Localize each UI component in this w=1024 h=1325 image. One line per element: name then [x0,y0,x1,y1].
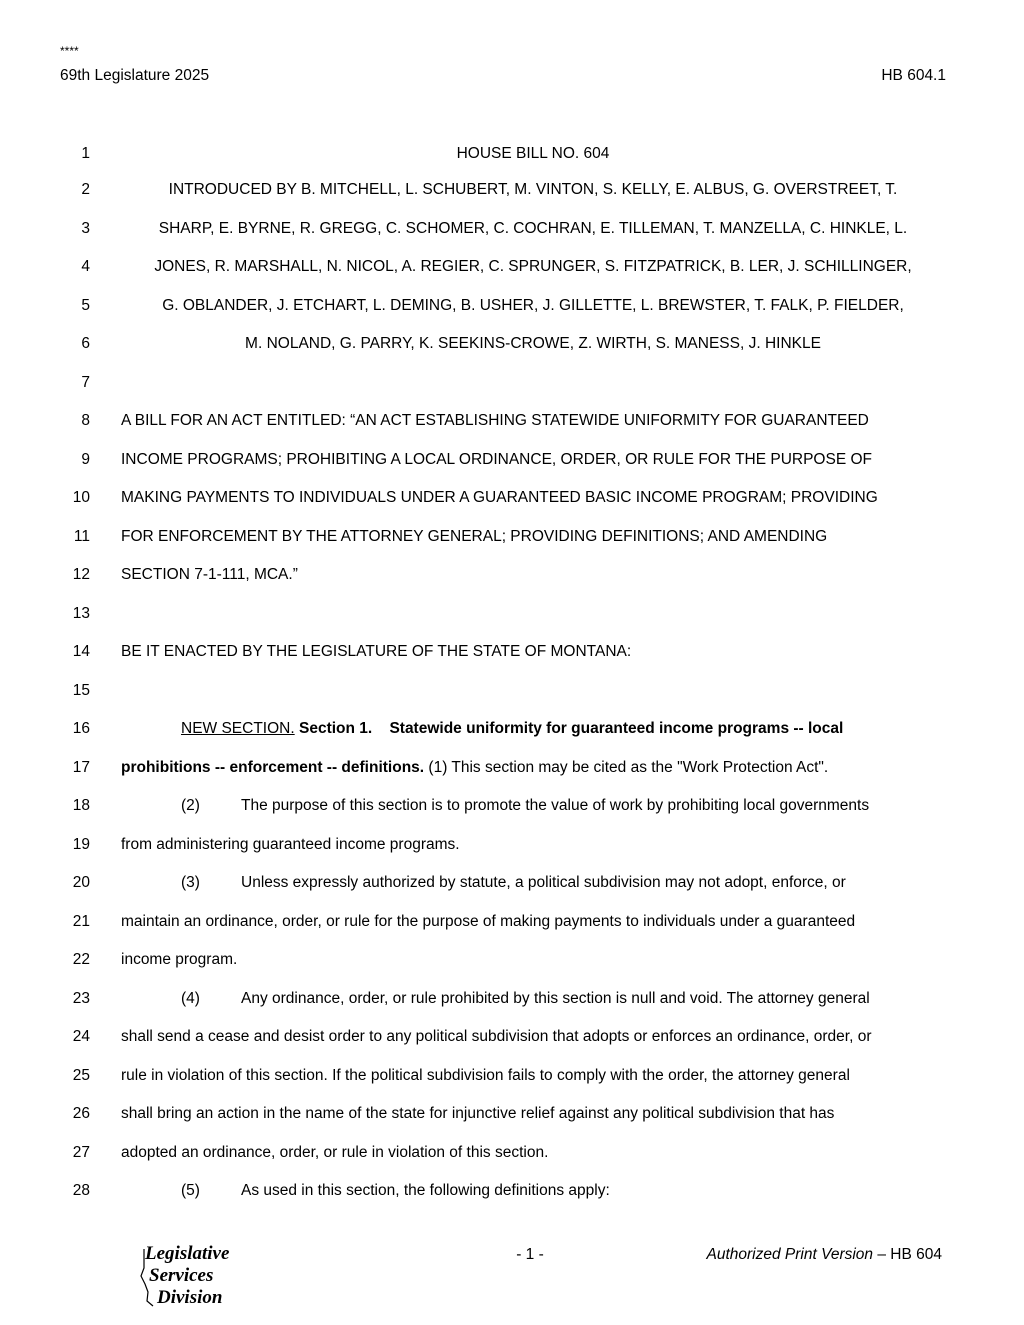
print-version [706,1245,942,1265]
title-text: A BILL FOR AN ACT ENTITLED: “AN ACT ESTABLISHING STATEWIDE UNIFORMITY FOR GUARANTEED [121,412,869,429]
section-heading [181,710,843,748]
line-15 [0,672,1024,710]
body-text: maintain an ordinance, order, or rule for the purpose of making payments to individuals under a guaranteed [121,913,856,930]
subsection [181,1172,610,1210]
line-number: 27 [72,1144,90,1161]
line-number: 6 [81,335,90,352]
section-title-cont: prohibitions -- enforcement -- definitions. [121,759,425,776]
body-text: shall send a cease and desist order to any political subdivision that adopts or enforces an ordinance, order, or [121,1028,872,1045]
line-number: 23 [72,990,90,1007]
line-26 [0,1095,1024,1133]
line-24 [0,1018,1024,1056]
body-text: rule in violation of this section. If the political subdivision fails to comply with the order, the attorney general [121,1067,850,1084]
line-13 [0,595,1024,633]
line-number: 4 [81,258,90,275]
body-text: shall bring an action in the name of the state for injunctive relief against any political subdivision that has [121,1105,835,1122]
line-5 [0,287,1024,325]
line-number: 3 [81,220,90,237]
line-number: 15 [72,682,90,699]
line-number: 21 [72,913,90,930]
page-number: - 1 - [516,1246,544,1263]
sponsors-text: SHARP, E. BYRNE, R. GREGG, C. SCHOMER, C. COCHRAN, E. TILLEMAN, T. MANZELLA, C. HINKLE, L. [158,220,908,237]
line-4 [0,248,1024,286]
section-text [121,749,828,787]
subsection-number: (4) [181,990,200,1007]
line-number: 10 [72,489,90,506]
subsection-number: (3) [181,874,200,891]
line-number: 25 [72,1067,90,1084]
line-28 [0,1172,1024,1210]
line-number: 8 [81,412,90,429]
line-number: 5 [81,297,90,314]
line-7 [0,364,1024,402]
line-number: 9 [81,451,90,468]
line-number: 18 [72,797,90,814]
line-number: 14 [72,643,90,660]
body-text: income program. [121,951,238,968]
print-version-bill: – HB 604 [873,1246,942,1263]
subsection-text: Any ordinance, order, or rule prohibited by this section is null and void. The attorney general [241,990,870,1007]
logo-line-3: Division [157,1287,223,1308]
title-text: FOR ENFORCEMENT BY THE ATTORNEY GENERAL; PROVIDING DEFINITIONS; AND AMENDING [121,528,828,545]
body-text: adopted an ordinance, order, or rule in violation of this section. [121,1144,549,1161]
line-number: 19 [72,836,90,853]
logo-line-1: Legislative [145,1243,230,1264]
line-22 [0,941,1024,979]
line-number: 7 [81,374,90,391]
line-27 [0,1134,1024,1172]
line-21 [0,903,1024,941]
print-version-label: Authorized Print Version [706,1246,874,1263]
body-text: from administering guaranteed income programs. [121,836,460,853]
bill-title: HOUSE BILL NO. 604 [456,145,610,162]
line-12 [0,556,1024,594]
enacting-clause: BE IT ENACTED BY THE LEGISLATURE OF THE STATE OF MONTANA: [121,643,632,660]
subsection-text: Unless expressly authorized by statute, a political subdivision may not adopt, enforce, or [241,874,846,891]
legislature-label: 69th Legislature 2025 [60,67,210,84]
line-number: 20 [72,874,90,891]
line-number: 1 [81,145,90,162]
line-number: 17 [72,759,90,776]
line-number: 12 [72,566,90,583]
line-10 [0,479,1024,517]
bill-id: HB 604.1 [881,67,946,84]
sponsors-text: JONES, R. MARSHALL, N. NICOL, A. REGIER, C. SPRUNGER, S. FITZPATRICK, B. LER, J. SCHILLINGER, [154,258,912,275]
title-text: MAKING PAYMENTS TO INDIVIDUALS UNDER A GUARANTEED BASIC INCOME PROGRAM; PROVIDING [121,489,878,506]
line-9 [0,441,1024,479]
line-1 [0,135,1024,173]
sponsors-text: G. OBLANDER, J. ETCHART, L. DEMING, B. USHER, J. GILLETTE, L. BREWSTER, T. FALK, P. FIELDER, [162,297,904,314]
line-number: 26 [72,1105,90,1122]
line-number: 2 [81,181,90,198]
logo-line-2: Services [149,1265,214,1286]
line-19 [0,826,1024,864]
subsection [181,980,870,1018]
line-number: 13 [72,605,90,622]
line-16 [0,710,1024,748]
subsection-text: The purpose of this section is to promote the value of work by prohibiting local governments [241,797,870,814]
subsection-number: (5) [181,1182,200,1199]
line-number: 24 [72,1028,90,1045]
section-number: Section 1. [298,720,373,737]
subsection [181,864,846,902]
line-23 [0,980,1024,1018]
line-20 [0,864,1024,902]
header-stars: **** [60,44,79,58]
section-title: Statewide uniformity for guaranteed income programs -- local [389,720,844,737]
line-8 [0,402,1024,440]
line-number: 16 [72,720,90,737]
subsection-number: (2) [181,797,200,814]
line-number: 28 [72,1182,90,1199]
line-3 [0,210,1024,248]
subsection-text: As used in this section, the following definitions apply: [241,1182,610,1199]
subsection-text: (1) This section may be cited as the "Work Protection Act". [424,759,829,776]
line-6 [0,325,1024,363]
lsd-logo [135,1243,255,1312]
line-number: 11 [73,528,90,545]
sponsors-text: M. NOLAND, G. PARRY, K. SEEKINS-CROWE, Z. WIRTH, S. MANESS, J. HINKLE [245,335,821,352]
line-number: 22 [72,951,90,968]
title-text: SECTION 7-1-111, MCA.” [121,566,298,583]
subsection [181,787,869,825]
line-14 [0,633,1024,671]
new-section-label: NEW SECTION. [181,720,295,737]
line-2 [0,171,1024,209]
line-17 [0,749,1024,787]
line-18 [0,787,1024,825]
line-25 [0,1057,1024,1095]
title-text: INCOME PROGRAMS; PROHIBITING A LOCAL ORDINANCE, ORDER, OR RULE FOR THE PURPOSE OF [121,451,873,468]
line-11 [0,518,1024,556]
sponsors-text: INTRODUCED BY B. MITCHELL, L. SCHUBERT, M. VINTON, S. KELLY, E. ALBUS, G. OVERSTREET, T. [168,181,898,198]
